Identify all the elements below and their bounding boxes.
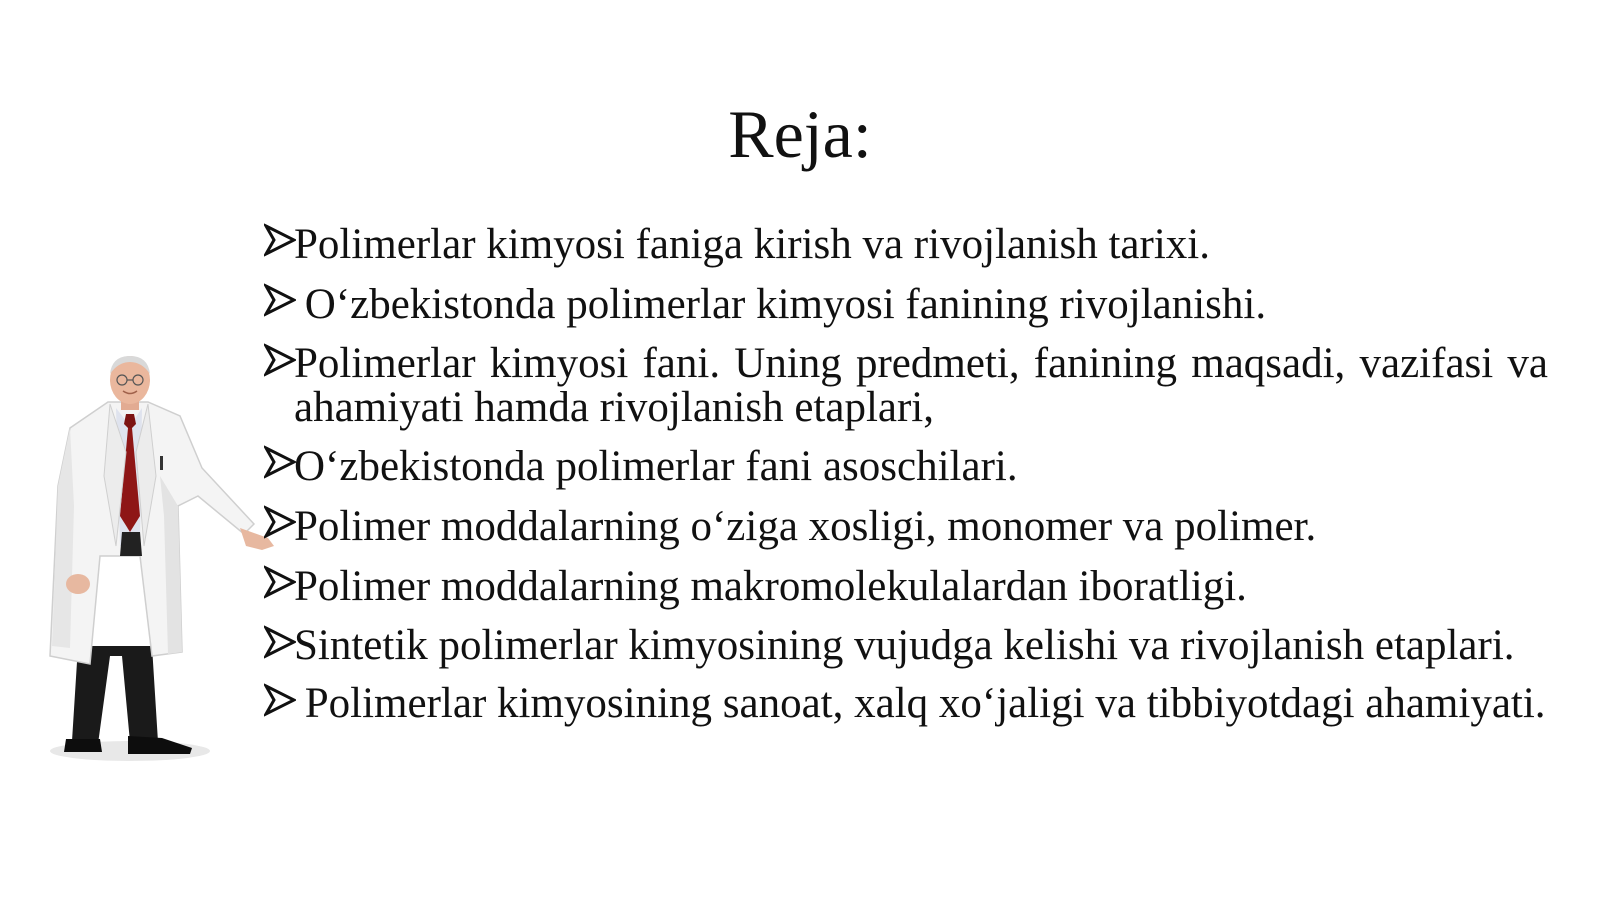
list-item-text: Polimerlar kimyosi fani. Uning predmeti, fanining maqsadi, vazifasi va ahamiyati hamda rivojlanish etaplari, — [294, 340, 1548, 431]
list-item — [264, 624, 1548, 668]
plan-list — [264, 222, 1548, 726]
list-item-text: O‘zbekistonda polimerlar kimyosi fanining rivojlanishi. — [294, 281, 1267, 328]
list-item-text: Polimer moddalarning o‘ziga xosligi, monomer va polimer. — [294, 503, 1317, 550]
arrow-bullet-icon — [264, 504, 296, 540]
list-item — [264, 444, 1548, 490]
list-item-text: Sintetik polimerlar kimyosining vujudga kelishi va rivojlanish etaplari. — [294, 622, 1515, 669]
arrow-bullet-icon — [264, 282, 296, 318]
arrow-bullet-icon — [264, 564, 296, 600]
list-item-text: Polimerlar kimyosining sanoat, xalq xo‘jaligi va tibbiyotdagi ahamiyati. — [294, 680, 1546, 727]
scientist-figure-icon — [30, 356, 290, 766]
arrow-bullet-icon — [264, 682, 296, 718]
list-item-text: O‘zbekistonda polimerlar fani asoschilari. — [294, 443, 1018, 490]
arrow-bullet-icon — [264, 444, 296, 480]
list-item — [264, 342, 1548, 430]
list-item — [264, 564, 1548, 610]
arrow-bullet-icon — [264, 222, 296, 258]
list-item — [264, 222, 1548, 268]
arrow-bullet-icon — [264, 342, 296, 378]
list-item — [264, 282, 1548, 328]
list-item — [264, 682, 1548, 726]
list-item-text: Polimerlar kimyosi faniga kirish va rivojlanish tarixi. — [294, 221, 1210, 268]
list-item-text: Polimer moddalarning makromolekulalardan iboratligi. — [294, 563, 1247, 610]
arrow-bullet-icon — [264, 624, 296, 660]
list-item — [264, 504, 1548, 550]
slide-title-text: Reja: — [728, 96, 872, 172]
slide-title — [0, 92, 1600, 176]
